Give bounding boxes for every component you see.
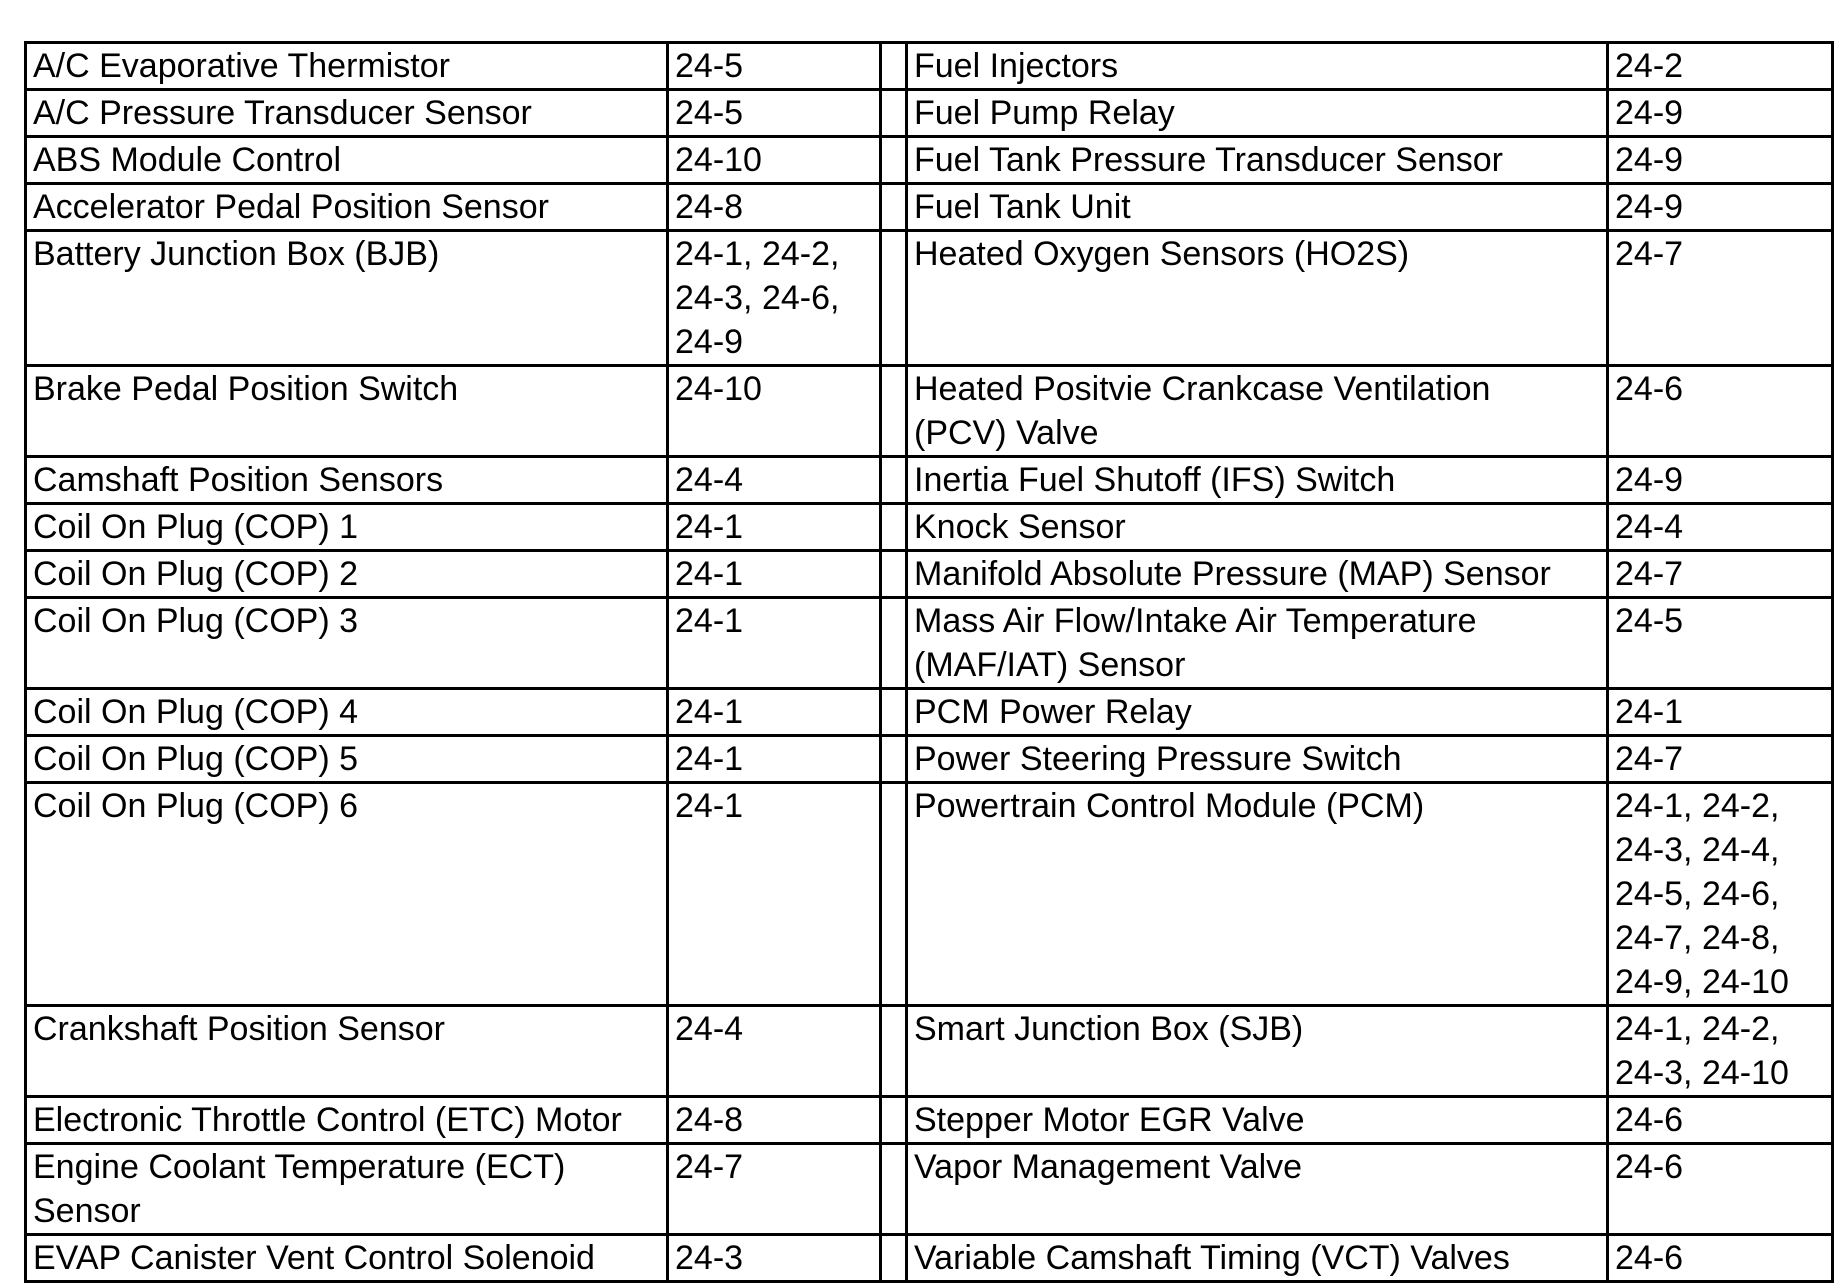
page-reference: 24-9 xyxy=(1615,141,1684,179)
component-name: Variable Camshaft Timing (VCT) Valves xyxy=(914,1239,1510,1277)
component-name-cell xyxy=(907,457,1608,504)
component-name: Manifold Absolute Pressure (MAP) Sensor xyxy=(914,555,1551,593)
page-reference: 24-7 xyxy=(1615,555,1684,593)
column-gap-cell xyxy=(881,1097,907,1144)
component-name-cell xyxy=(907,184,1608,231)
page-reference: 24-9, 24-10 xyxy=(1615,963,1789,1001)
column-gap-cell xyxy=(881,1235,907,1282)
table-row xyxy=(26,457,1833,504)
component-name-cell xyxy=(26,736,668,783)
component-name-cell xyxy=(907,1006,1608,1097)
page-reference: 24-1 xyxy=(675,555,744,593)
page-reference-cell xyxy=(668,457,881,504)
page-reference-cell xyxy=(1608,90,1833,137)
component-name: Heated Positvie Crankcase Ventilation xyxy=(914,370,1491,408)
page-reference-cell xyxy=(668,90,881,137)
component-name-cell xyxy=(26,504,668,551)
table-row xyxy=(26,504,1833,551)
page-reference-cell xyxy=(668,366,881,457)
page-reference: 24-5, 24-6, xyxy=(1615,875,1780,913)
component-name-cell xyxy=(907,736,1608,783)
component-name: PCM Power Relay xyxy=(914,693,1192,731)
component-name: Fuel Pump Relay xyxy=(914,94,1175,132)
page-reference: 24-7 xyxy=(675,1148,744,1186)
component-name-cell xyxy=(26,137,668,184)
component-name: Coil On Plug (COP) 3 xyxy=(33,602,358,640)
component-name-cell xyxy=(26,457,668,504)
component-name: ABS Module Control xyxy=(33,141,342,179)
column-gap-cell xyxy=(881,231,907,366)
column-gap-cell xyxy=(881,184,907,231)
page-reference: 24-7, 24-8, xyxy=(1615,919,1780,957)
page-reference: 24-4 xyxy=(675,1010,744,1048)
component-name: A/C Pressure Transducer Sensor xyxy=(33,94,532,132)
page-reference: 24-5 xyxy=(675,47,744,85)
component-name-cell xyxy=(26,598,668,689)
page-reference-cell xyxy=(668,598,881,689)
page-reference: 24-3, 24-10 xyxy=(1615,1054,1789,1092)
page-reference-cell xyxy=(1608,1097,1833,1144)
component-name: (PCV) Valve xyxy=(914,414,1099,452)
component-name: Electronic Throttle Control (ETC) Motor xyxy=(33,1101,622,1139)
page-reference-cell xyxy=(668,783,881,1006)
component-name: Vapor Management Valve xyxy=(914,1148,1303,1186)
table-row xyxy=(26,184,1833,231)
page-reference: 24-5 xyxy=(675,94,744,132)
page-reference-cell xyxy=(668,1006,881,1097)
page-reference: 24-1 xyxy=(675,740,744,778)
component-name-cell xyxy=(907,90,1608,137)
page-reference-cell xyxy=(1608,1006,1833,1097)
column-gap-cell xyxy=(881,1144,907,1235)
page-reference: 24-10 xyxy=(675,141,762,179)
component-name: Coil On Plug (COP) 2 xyxy=(33,555,358,593)
component-name: Power Steering Pressure Switch xyxy=(914,740,1402,778)
component-name: Stepper Motor EGR Valve xyxy=(914,1101,1305,1139)
page-reference-cell xyxy=(668,1144,881,1235)
page-reference-cell xyxy=(1608,551,1833,598)
page-reference: 24-10 xyxy=(675,370,762,408)
column-gap-cell xyxy=(881,43,907,90)
component-name-cell xyxy=(907,1235,1608,1282)
component-name: (MAF/IAT) Sensor xyxy=(914,646,1186,684)
component-name: Crankshaft Position Sensor xyxy=(33,1010,445,1048)
page-reference: 24-2 xyxy=(1615,47,1684,85)
component-name-cell xyxy=(907,366,1608,457)
table-row xyxy=(26,1144,1833,1235)
page-reference: 24-3, 24-6, xyxy=(675,279,840,317)
component-name: Coil On Plug (COP) 4 xyxy=(33,693,358,731)
page-reference: 24-7 xyxy=(1615,740,1684,778)
table-row xyxy=(26,231,1833,366)
page-reference: 24-3, 24-4, xyxy=(1615,831,1780,869)
page-reference-cell xyxy=(1608,457,1833,504)
page-reference: 24-1 xyxy=(675,787,744,825)
page-reference-cell xyxy=(668,551,881,598)
component-name: A/C Evaporative Thermistor xyxy=(33,47,450,85)
table-row xyxy=(26,1235,1833,1282)
column-gap-cell xyxy=(881,137,907,184)
component-name: Heated Oxygen Sensors (HO2S) xyxy=(914,235,1410,273)
page-reference: 24-8 xyxy=(675,1101,744,1139)
page-reference-cell xyxy=(668,231,881,366)
component-name-cell xyxy=(907,598,1608,689)
page-reference: 24-9 xyxy=(1615,461,1684,499)
component-name-cell xyxy=(907,1097,1608,1144)
page-reference: 24-1 xyxy=(1615,693,1684,731)
component-name-cell xyxy=(26,1006,668,1097)
component-name-cell xyxy=(907,551,1608,598)
table-row xyxy=(26,736,1833,783)
page-reference-cell xyxy=(668,736,881,783)
component-name-cell xyxy=(26,1235,668,1282)
column-gap-cell xyxy=(881,1006,907,1097)
page-reference-cell xyxy=(1608,366,1833,457)
component-name-cell xyxy=(907,231,1608,366)
component-name: Mass Air Flow/Intake Air Temperature xyxy=(914,602,1477,640)
component-name-cell xyxy=(907,504,1608,551)
column-gap-cell xyxy=(881,90,907,137)
page-reference: 24-8 xyxy=(675,188,744,226)
table-row xyxy=(26,598,1833,689)
table-row xyxy=(26,1097,1833,1144)
page-reference: 24-7 xyxy=(1615,235,1684,273)
page-reference-cell xyxy=(668,504,881,551)
component-name: Powertrain Control Module (PCM) xyxy=(914,787,1425,825)
page-reference-cell xyxy=(1608,184,1833,231)
page-reference: 24-1 xyxy=(675,602,744,640)
table-body xyxy=(26,43,1833,1282)
table-row xyxy=(26,551,1833,598)
component-name-cell xyxy=(26,1144,668,1235)
page-reference-cell xyxy=(668,689,881,736)
component-name: Camshaft Position Sensors xyxy=(33,461,444,499)
table-row xyxy=(26,137,1833,184)
page-reference: 24-1 xyxy=(675,508,744,546)
table-row xyxy=(26,90,1833,137)
page-reference-cell xyxy=(1608,1144,1833,1235)
page-reference: 24-6 xyxy=(1615,370,1684,408)
component-name: Sensor xyxy=(33,1192,141,1230)
component-name-cell xyxy=(907,43,1608,90)
page-reference: 24-4 xyxy=(1615,508,1684,546)
component-name: Accelerator Pedal Position Sensor xyxy=(33,188,549,226)
component-name: Coil On Plug (COP) 1 xyxy=(33,508,358,546)
component-location-index-table xyxy=(24,41,1834,1283)
page-reference: 24-1, 24-2, xyxy=(675,235,840,273)
component-name-cell xyxy=(26,1097,668,1144)
page-reference-cell xyxy=(668,1235,881,1282)
page-reference: 24-9 xyxy=(1615,188,1684,226)
component-name: EVAP Canister Vent Control Solenoid xyxy=(33,1239,595,1277)
table-row xyxy=(26,43,1833,90)
column-gap-cell xyxy=(881,366,907,457)
component-name-cell xyxy=(26,43,668,90)
column-gap-cell xyxy=(881,504,907,551)
page-reference: 24-9 xyxy=(1615,94,1684,132)
column-gap-cell xyxy=(881,551,907,598)
column-gap-cell xyxy=(881,783,907,1006)
component-name: Engine Coolant Temperature (ECT) xyxy=(33,1148,566,1186)
page-reference: 24-1, 24-2, xyxy=(1615,1010,1780,1048)
component-name: Fuel Tank Unit xyxy=(914,188,1131,226)
page-reference: 24-6 xyxy=(1615,1101,1684,1139)
page-reference: 24-9 xyxy=(675,323,744,361)
component-name: Coil On Plug (COP) 6 xyxy=(33,787,358,825)
page-reference-cell xyxy=(668,184,881,231)
page-reference-cell xyxy=(668,43,881,90)
component-name-cell xyxy=(26,551,668,598)
component-name-cell xyxy=(26,689,668,736)
page-reference: 24-1 xyxy=(675,693,744,731)
component-name: Coil On Plug (COP) 5 xyxy=(33,740,358,778)
page-reference-cell xyxy=(1608,689,1833,736)
page-reference-cell xyxy=(1608,504,1833,551)
column-gap-cell xyxy=(881,689,907,736)
page-reference-cell xyxy=(1608,231,1833,366)
component-name-cell xyxy=(907,689,1608,736)
component-name: Battery Junction Box (BJB) xyxy=(33,235,440,273)
table-row xyxy=(26,1006,1833,1097)
component-name-cell xyxy=(26,90,668,137)
page-reference-cell xyxy=(1608,783,1833,1006)
page-reference-cell xyxy=(668,137,881,184)
page-reference-cell xyxy=(1608,137,1833,184)
column-gap-cell xyxy=(881,736,907,783)
column-gap-cell xyxy=(881,457,907,504)
page-reference-cell xyxy=(1608,43,1833,90)
component-name: Fuel Injectors xyxy=(914,47,1119,85)
component-name-cell xyxy=(26,184,668,231)
component-name: Fuel Tank Pressure Transducer Sensor xyxy=(914,141,1503,179)
page-reference: 24-4 xyxy=(675,461,744,499)
component-name-cell xyxy=(26,231,668,366)
component-name-cell xyxy=(907,137,1608,184)
component-name-cell xyxy=(907,1144,1608,1235)
component-name: Brake Pedal Position Switch xyxy=(33,370,459,408)
component-name: Smart Junction Box (SJB) xyxy=(914,1010,1304,1048)
page-reference-cell xyxy=(1608,1235,1833,1282)
component-name-cell xyxy=(26,366,668,457)
page-reference-cell xyxy=(668,1097,881,1144)
page-reference: 24-3 xyxy=(675,1239,744,1277)
table-row xyxy=(26,783,1833,1006)
page-reference: 24-1, 24-2, xyxy=(1615,787,1780,825)
page-reference-cell xyxy=(1608,736,1833,783)
component-name-cell xyxy=(907,783,1608,1006)
table-row xyxy=(26,689,1833,736)
component-name-cell xyxy=(26,783,668,1006)
page-reference: 24-6 xyxy=(1615,1148,1684,1186)
page-reference-cell xyxy=(1608,598,1833,689)
column-gap-cell xyxy=(881,598,907,689)
component-name: Knock Sensor xyxy=(914,508,1126,546)
table-row xyxy=(26,366,1833,457)
page-reference: 24-5 xyxy=(1615,602,1684,640)
page-reference: 24-6 xyxy=(1615,1239,1684,1277)
component-name: Inertia Fuel Shutoff (IFS) Switch xyxy=(914,461,1396,499)
